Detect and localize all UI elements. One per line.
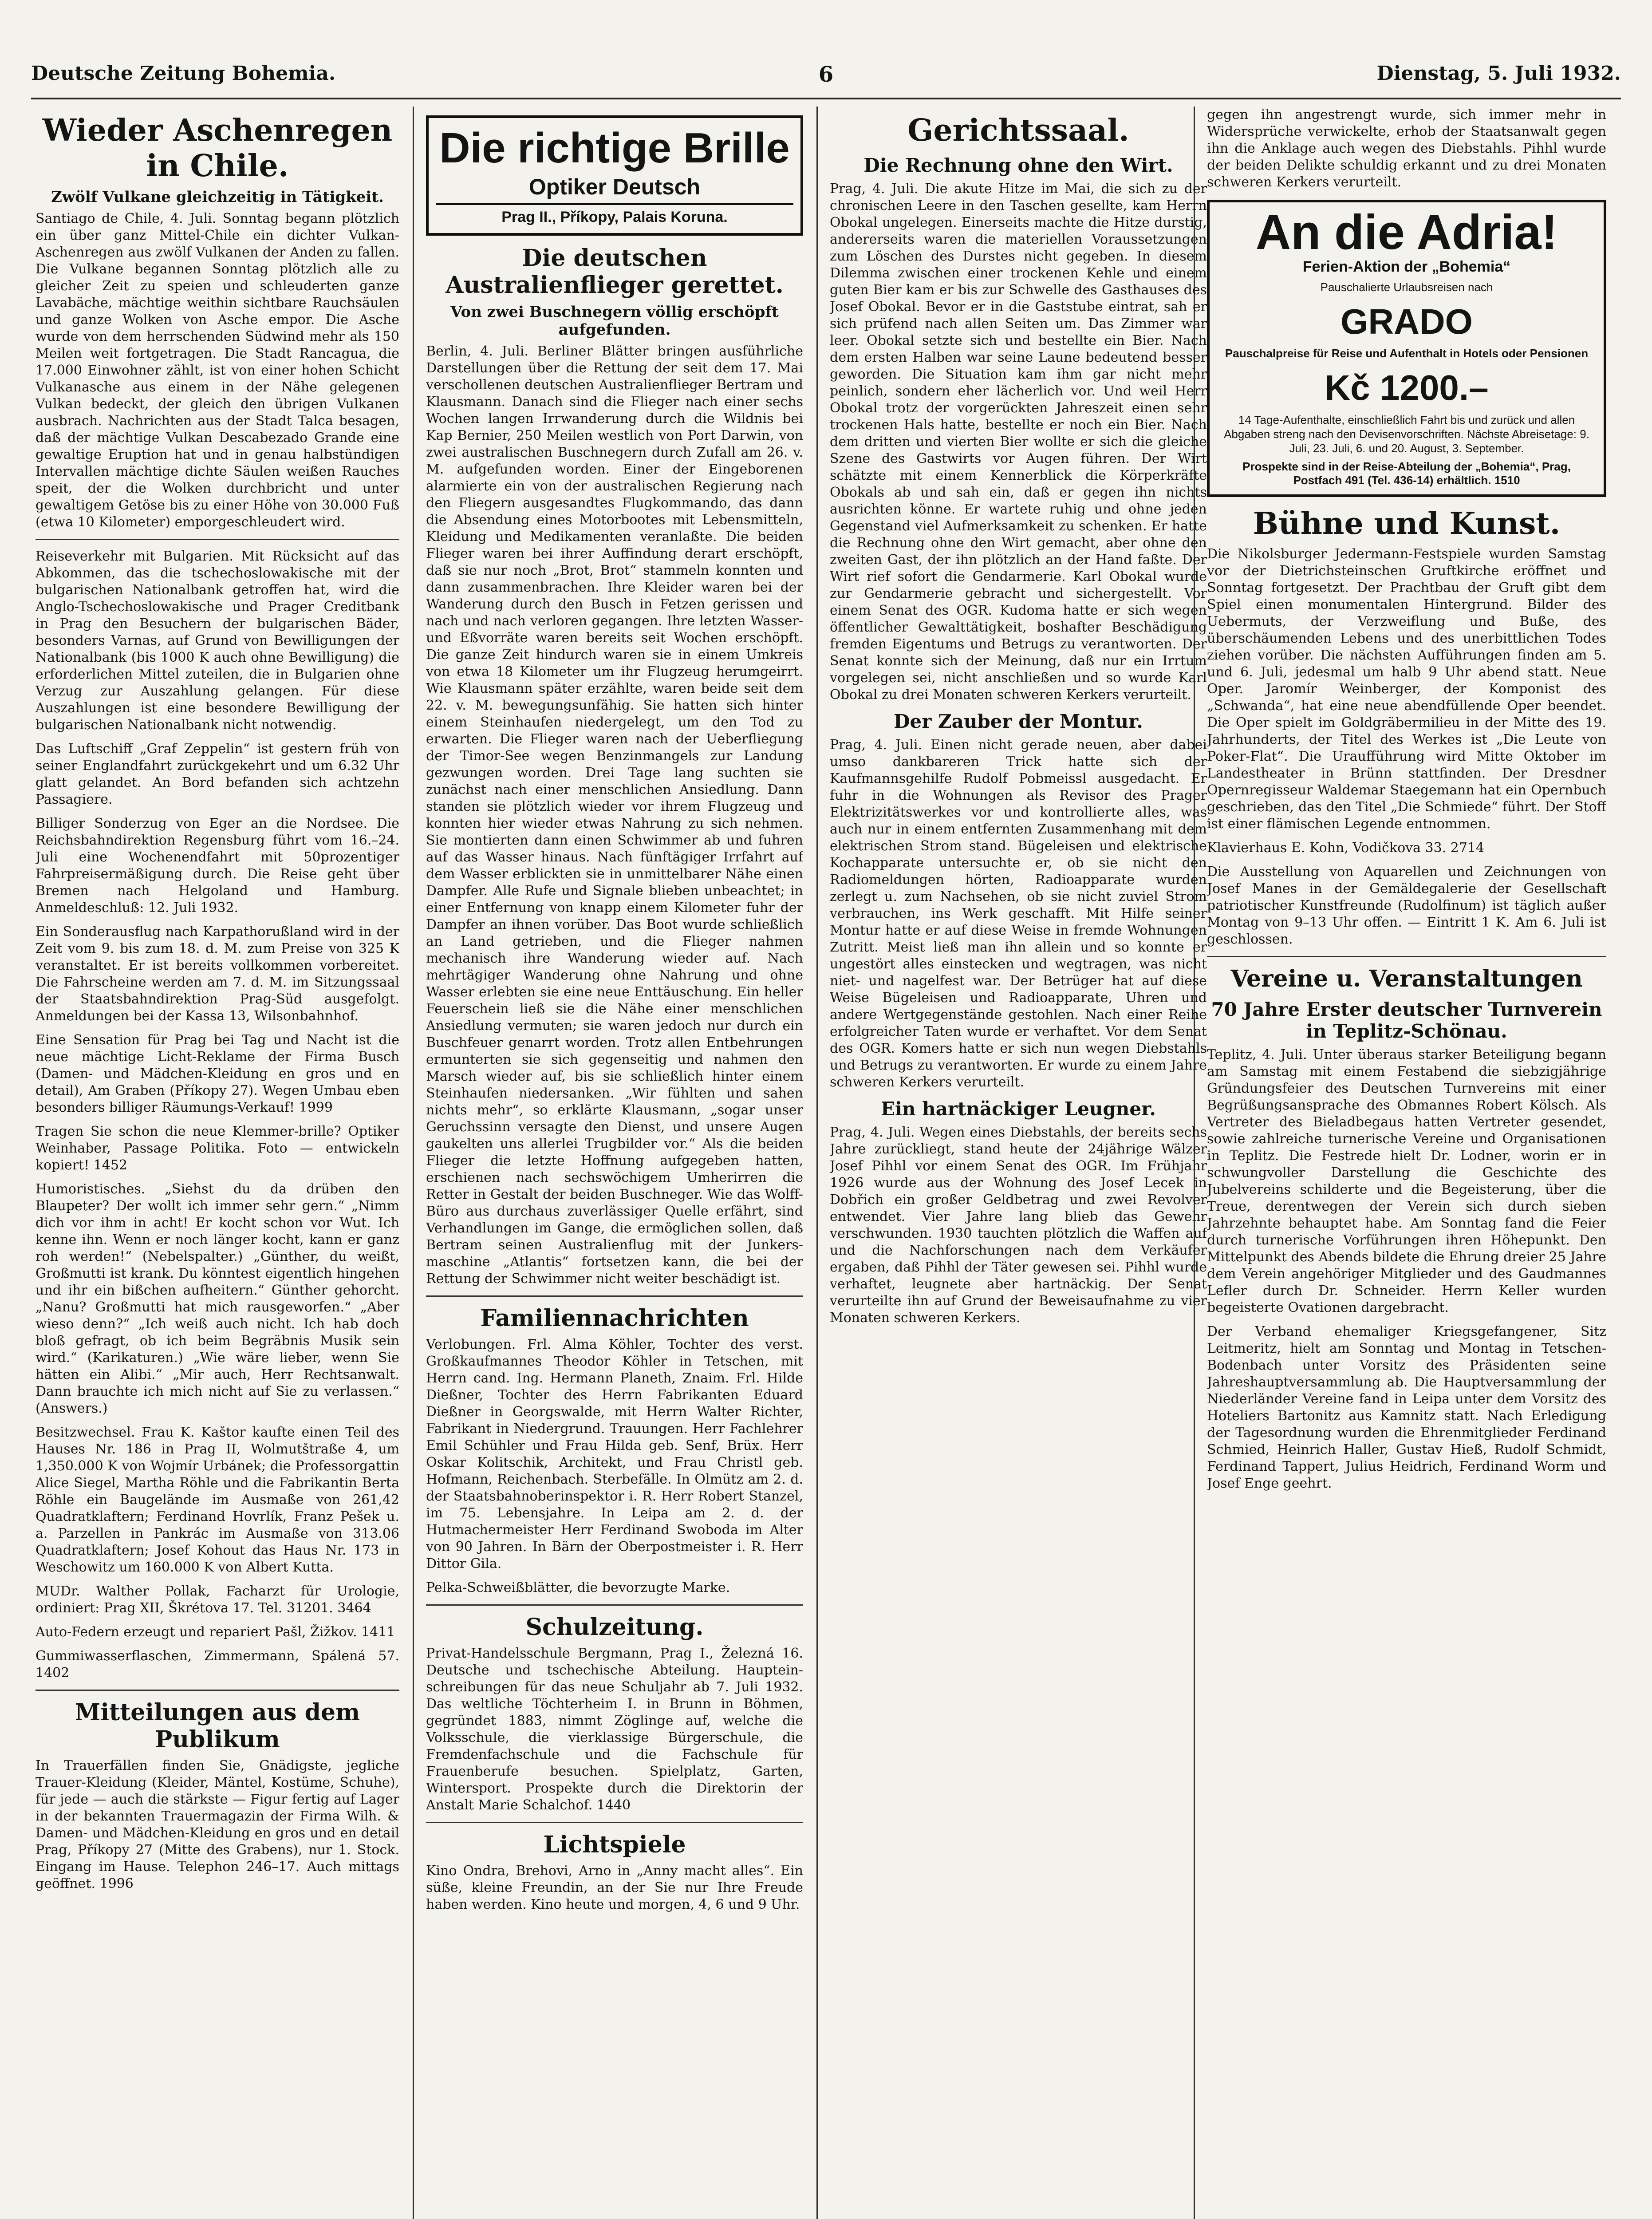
article-rechnung: Prag, 4. Juli. Die akute Hitze im Mai, die sich zu der chronischen Leere in den Taschen gesellte, kam Herrn Obokal ungelegen. Einerseits machte die Hitze durstig, andererseits waren die materiellen Voraussetzungen zum Löschen des Durstes nicht gegeben. In diesem Dilemma zwischen einer trockenen Kehle und einem guten Bier kam er bis zur Schwelle des Gasthauses des Josef Obokal. Bevor er in die Gaststube eintrat, sah er sich prüfend nach allen Seiten um. Das Zimmer war leer. Obokal setzte sich und bestellte ein Bier. Nach dem ersten Halben war seine Laune bedeutend besser geworden. Die Situation kam ihm gar nicht mehr peinlich, sondern eher lächerlich vor. Und weil Herr Obokal trotz der vorgerückten Jahreszeit einen sehr trockenen Hals hatte, bestellte er noch ein Bier. Nach dem dritten und vierten Bier wollte er sich die gleiche Szene des Gastwirts vor Augen führen. Der Wirt schätzte mit einem Kennerblick die Körperkräfte Obokals ab und sah ein, daß er gegen ihn nichts ausrichten könne. Er wartete ruhig und ohne jeden Gegenstand viel Aufmerksamkeit zu schenken. Er hatte die Rechnung ohne den Wirt gemacht, aber ohne den zweiten Gast, der ihn plötzlich an der Hand faßte. Der Wirt rief sofort die Gendarmerie. Karl Obokal wurde zur Gendarmerie gebracht und sichergestellt. Vor einem Senat des OGR. Kudoma hatte er sich wegen öffentlicher Gewalttätigkeit, boshafter Beschädigung fremden Eigentums und Betrugs zu verantworten. Der Senat konnte sich der Meinung, daß nur ein Irrtum vorgelegen sei, nicht anschließen und so wurde Karl Obokal zu drei Monaten schweren Kerkers verurteilt.	[830, 181, 1207, 703]
notice-bulgaria: Reiseverkehr mit Bulgarien. Mit Rücksicht auf das Abkommen, das die tschechoslowakische mit der bulgarischen Nationalbank getroffen hat, wird die Anglo-Tschechoslowakische und Prager Creditbank in Prag den Besuchern der bulgarischen Bäder, besonders Varnas, auf Grund von Bewilligungen der Nationalbank (bis 1000 K auch ohne Bewilligung) die erforderlichen Mittel zuteilen, die in Bulgarien ohne Verzug zur Auszahlung gelangen. Für diese Auszahlungen ist eine besondere Bewilligung der bulgarischen Nationalbank nicht notwendig.	[35, 549, 399, 733]
notice-karpathoruss: Ein Sonderausflug nach Karpathorußland wird in der Zeit vom 9. bis zum 18. d. M. zum Preise von 325 K veranstaltet. Er ist bereits vollkommen vorbereitet. Die Fahrscheine werden am 7. d. M. im Sitzungssaal der Staatsbahndirektion Prag-Süd ausgefolgt. Anmeldungen bei der Kassa 13, Wilsonbahnhof.	[35, 924, 399, 1024]
headline-turnverein: 70 Jahre Erster deutscher Turnverein in Teplitz-Schönau.	[1211, 999, 1602, 1042]
divider	[35, 539, 399, 540]
notice-zeppelin: Das Luftschiff „Graf Zeppelin“ ist gestern früh von seiner Englandfahrt zurückgekehrt und um 6.32 Uhr glatt gelandet. An Bord befanden sich achtzehn Passagiere.	[35, 741, 399, 807]
ad-adria-footer: Prospekte sind in der Reise-Abteilung der „Bohemia“, Prag, Postfach 491 (Tel. 436-14) erhältlich. 1510	[1242, 460, 1571, 487]
masthead-rule	[31, 98, 1621, 99]
headline-rechnung: Die Rechnung ohne den Wirt.	[863, 154, 1173, 176]
article-mitteilungen: In Trauerfällen finden Sie, Gnädigste, jegliche Trauer-Kleidung (Kleider, Mäntel, Kostüme, Schuhe), für jede — auch die stärkste — Figur fertig auf Lager in der bekannten Trauermagazin der Firma Wilh. & Damen- und Mädchen-Kleidung en gros und en detail Prag, Příkopy 27 (Mitte des Grabens), nur 1. Stock. Eingang im Hause. Telephon 246–17. Auch mittags geöffnet. 1996	[35, 1758, 399, 1891]
article-verband: Der Verband ehemaliger Kriegsgefangener, Sitz Leitmeritz, hielt am Sonntag und Montag in Tetschen-Bodenbach unter Vorsitz des Präsidenten seine Jahreshauptversammlung ab. Die Hauptversammlung der Niederländer Vereine fand in Leipa unter dem Vorsitz des Hoteliers Bartonitz aus Kamnitz statt. Nach Erledigung der Tagesordnung wurden die Ehrenmitglieder Ferdinand Schmied, Heinrich Haller, Gustav Hieß, Rudolf Schmidt, Ferdinand Tappert, Julius Heidrich, Ferdinand Worm und Josef Enge geehrt.	[1207, 1324, 1606, 1491]
ad-optiker-address: Prag II., Příkopy, Palais Koruna.	[436, 203, 793, 226]
ad-adria-details: 14 Tage-Aufenthalte, einschließlich Fahrt bis und zurück und allen Abgaben streng nach den Devisenvorschriften. Nächste Abreisetage: 9. Juli, 23. Juli, 6. und 20. August, 3. September.	[1224, 413, 1589, 455]
article-familien: Verlobungen. Frl. Alma Köhler, Tochter des verst. Großkaufmannes Theodor Köhler in Tetschen, mit Herrn cand. Ing. Hermann Planeth, Znaim. Frl. Hilde Dießner, Tochter des Herrn Fabrikanten Eduard Dießner in Georgswalde, mit Herrn Walter Richter, Fabrikant in Niedergrund. Trauungen. Herr Fachlehrer Emil Schühler und Frau Hilda geb. Senf, Brüx. Herr Oskar Kolitschik, Architekt, und Frau Christl geb. Hofmann, Reichenbach. Sterbefälle. In Olmütz am 2. d. der Staatsbahnoberinspektor i. R. Herr Robert Stanzel, im 75. Lebensjahre. In Leipa am 2. d. der Hutmachermeister Herr Ferdinand Swoboda im Alter von 90 Jahren. In Bärn der Oberpostmeister i. R. Herr Dittor Gila.	[426, 1337, 803, 1571]
ad-adria-text: Pauschalpreise für Reise und Aufenthalt in Hotels oder Pensionen	[1225, 347, 1589, 360]
column-divider	[816, 107, 818, 2219]
ad-adria-price: Kč 1200.–	[1325, 368, 1489, 407]
column-divider	[413, 107, 414, 2219]
column-1	[35, 107, 399, 2219]
ad-klavierhaus: Klavierhaus E. Kohn, Vodičkova 33. 2714	[1207, 840, 1485, 856]
headline-montur: Der Zauber der Montur.	[894, 711, 1143, 732]
notice-besitzwechsel: Besitzwechsel. Frau K. Kaštor kaufte einen Teil des Hauses Nr. 186 in Prag II, Wolmutštraße 4, um 1,350.000 K von Wojmír Urbánek; die Professorgattin Alice Siegel, Martha Röhle und die Fabrikantin Berta Röhle ein Baugelände im Ausmaße von 261,42 Quadratklaftern; Ferdinand Hovrlík, Franz Pešek u. a. Parzellen in Pankrác im Ausmaße von 313.06 Quadratklaftern; Josef Kohout das Haus Nr. 173 in Weschowitz um 160.000 K von Albert Kutta.	[35, 1425, 399, 1575]
divider	[35, 1690, 399, 1691]
page-number: 6	[818, 62, 834, 87]
ad-doctor: MUDr. Walther Pollak, Facharzt für Urologie, ordiniert: Prag XII, Škrétova 17. Tel. 31201. 3464	[35, 1583, 399, 1616]
article-flieger: Berlin, 4. Juli. Berliner Blätter bringen ausführliche Darstellungen über die Rettung der seit dem 17. Mai verschollenen deutschen Australienflieger Bertram und Klausmann. Danach sind die Flieger nach einer sechs Wochen langen Irrwanderung durch die Wildnis bei Kap Bernier, 250 Meilen westlich von Port Darwin, von zwei australischen Buschnegern durch Zufall am 26. v. M. aufgefunden worden. Einer der Eingeborenen alarmierte ein von der australischen Regierung nach den Fliegern ausgesandtes Flugkommando, das dann die Absendung eines Motorbootes mit Lebensmitteln, Kleidung und Medikamenten veranlaßte. Die beiden Flieger waren bei ihrer Auffindung derart erschöpft, daß sie nur noch „Brot, Brot“ stammeln konnten und dann zusammenbrachen. Ihre Kleider waren bei der Wanderung durch den Busch in Fetzen gerissen und nach und nach verloren gegangen. Ihre letzten Wasser- und Eßvorräte waren bereits seit Wochen erschöpft. Die ganze Zeit hindurch waren sie in einem Umkreis von etwa 18 Kilometer um ihr Flugzeug herumgeirrt. Wie Klausmann später erzählte, waren beide seit dem 22. v. M. bewegungsunfähig. Sie hatten sich hinter einem Steinhaufen niedergelegt, um den Tod zu erwarten. Die Flieger waren nach der Ueberfliegung der Timor-See wegen Benzinmangels zur Landung gezwungen worden. Drei Tage lang suchten sie zunächst nach einer menschlichen Ansiedlung. Dann standen sie plötzlich wieder vor ihrem Flugzeug und konnten hier wieder etwas Nahrung zu sich nehmen. Sie montierten dann einen Schwimmer ab und fuhren auf das Wasser hinaus. Nach fünftägiger Irrfahrt auf dem Wasser erblickten sie in unmittelbarer Nähe einen Dampfer. Alle Rufe und Signale blieben unbeachtet; in einer Entfernung von knapp einem Kilometer fuhr der Dampfer an ihnen vorüber. Das Boot wurde schließlich an Land getrieben, und die Flieger nahmen mechanisch ihre Wanderung wieder auf. Nach mehrtägiger Wanderung ohne Nahrung und ohne Wasser erlebten sie eine neue Enttäuschung. Ein heller Feuerschein ließ sie die Nähe einer menschlichen Ansiedlung vermuten; sie waren jedoch nur durch ein Buschfeuer genarrt worden. Trotz allen Entbehrungen ermunterten sie sich gegenseitig und nahmen den Marsch wieder auf, bis sie schließlich hinter einem Steinhaufen niedersanken. „Wir fühlten und sahen nichts mehr“, so erklärte Klausmann, „sogar unser Geruchssinn versagte den Dienst, und unsere Augen gaukelten uns allerlei Trugbilder vor.“ Als die beiden Flieger die letzte Hoffnung aufgegeben hatten, erschienen nach sechswöchigem Umherirren die Retter in Gestalt der beiden Buschneger. Wie das Wolff-Büro aus durchaus zuverlässiger Quelle erfährt, sind Verhandlungen im Gange, die ermöglichen sollen, daß Bertram seinen Australienflug mit der Junkers-maschine „Atlantis“ fortsetzen kann, die bei der Rettung der Schwimmer nicht weiter beschädigt ist.	[426, 344, 803, 1287]
article-buehne: Die Nikolsburger Jedermann-Festspiele wurden Samstag vor der Dietrichsteinschen Gruftkirche eröffnet und Sonntag fortgesetzt. Der Prachtbau der Gruft gibt dem Spiel einen monumentalen Hintergrund. Bilder des Uebermuts, der Verzweiflung und Buße, des überschäumenden Lebens und des unerbittlichen Todes ziehen vorüber. Die nächsten Aufführungen finden am 5. und 6. Juli, jedesmal um halb 9 Uhr abend statt. Neue Oper. Jaromír Weinberger, der Komponist des „Schwanda“, hat eine neue abendfüllende Oper beendet. Die Oper spielt im Goldgräbermilieu in der Mitte des 19. Jahrhunderts, der Titel des Werkes ist „Die Leute von Poker-Flat“. Die Uraufführung wird Mitte Oktober im Landestheater in Brünn stattfinden. Der Dresdner Opernregisseur Waldemar Staegemann hat ein Opernbuch geschrieben, das den Titel „Die Schmiede“ führt. Der Stoff ist einer flämischen Legende entnommen.	[1207, 546, 1606, 832]
article-montur: Prag, 4. Juli. Einen nicht gerade neuen, aber dabei umso dankbareren Trick hatte sich der Kaufmannsgehilfe Rudolf Pobmeissl ausgedacht. Er fuhr in die Wohnungen als Revisor des Prager Elektrizitätswerkes vor und kontrollierte alles, was auch nur in einem entfernten Zusammenhang mit dem elektrischen Strom stand. Bügeleisen und elektrische Kochapparate untersuchte er, ob sie nicht den Radiomeldungen hörten, Radioapparate wurden zerlegt u. zum Nachsehen, ob sie nicht zuviel Strom verbrauchen, ins Werk geschafft. Mit Hilfe seiner Montur hatte er auf diese Weise in fremde Wohnungen Zutritt. Meist ließ man ihn allein und so konnte er ungestört alles einstecken und wegtragen, was nicht niet- und nagelfest war. Der Betrüger hat auf diese Weise Bügeleisen und Radioapparate, Uhren und andere Wertgegenstände gestohlen. Nach einer Reihe erfolgreicher Taten wurde er verhaftet. Vor dem Senat des OGR. Komers hatte er sich nun wegen Diebstahls und Betrugs zu verantworten. Er wurde zu einem Jahre schweren Kerkers verurteilt.	[830, 737, 1207, 1090]
article-turnverein: Teplitz, 4. Juli. Unter überaus starker Beteiligung begann am Samstag mit einem Festabend die siebzigjährige Gründungsfeier des Deutschen Turnvereins mit einer Begrüßungsansprache des Obmannes Robert Kölsch. Als Vertreter des Bieladbegaus hatten Vertreter gesendet, sowie zahlreiche turnerische Vereine und Organisationen in Teplitz. Die Festrede hielt Dr. Lodner, worin er in schwungvoller Darstellung die Geschichte des Jubelvereins schilderte und die Begeisterung, über die Treue, derentwegen der Verein sich durch sieben Jahrzehnte behauptet habe. Am Sonntag fand die Feier durch turnerische Vorführungen ihren Höhepunkt. Den Mittelpunkt des Abends bildete die Ehrung dreier 25 Jahre dem Verein angehöriger Mitglieder und des Gaudmannes Lefler durch Dr. Schneider. Herrn Keller wurden begeisterte Ovationen dargebracht.	[1207, 1047, 1606, 1315]
ad-sensation: Eine Sensation für Prag bei Tag und Nacht ist die neue mächtige Licht-Reklame der Firma Busch (Damen- und Mädchen-Kleidung en gros und en detail), Am Graben (Příkopy 27). Wegen Umbau eben besonders billiger Räumungs-Verkauf! 1999	[35, 1032, 399, 1115]
article-ash-rain: Santiago de Chile, 4. Juli. Sonntag begann plötzlich ein über ganz Mittel-Chile ein dichter Vulkan-Aschenregen aus zwölf Vulkanen der Anden zu fallen. Die Vulkane begannen Sonntag plötzlich alle zu gleicher Zeit zu speien und schleuderten ganze Lavabäche, mächtige weithin sichtbare Rauchsäulen und ganze Wolken von Asche empor. Die Asche wurde von dem herrschenden Südwind mehr als 150 Meilen weit fortgetragen. Die Stadt Rancagua, die 17.000 Einwohner zählt, ist von einer hohen Schicht Vulkanasche aus einem in der Nähe gelegenen Vulkan bedeckt, der gleich den übrigen Vulkanen ausbrach. Nachrichten aus der Stadt Talca besagen, daß der mächtige Vulkan Descabezado Grande eine gewaltige Eruption hat und in genau halbstündigen Intervallen mächtige dichte Säulen weißen Rauches speit, der die Wolken durchbricht und unter gewaltigem Getöse bis zu einer Höhe von 30.000 Fuß (etwa 10 Kilometer) emporgeschleudert wird.	[35, 211, 399, 530]
headline-schulzeitung: Schulzeitung.	[525, 1614, 704, 1641]
ad-klemmer: Tragen Sie schon die neue Klemmer-brille? Optiker Weinhaber, Passage Politika. Foto — entwickeln kopiert! 1452	[35, 1124, 399, 1173]
ad-pelka: Pelka-Schweißblätter, die bevorzugte Marke.	[426, 1580, 730, 1595]
ad-auto: Auto-Federn erzeugt und repariert Pašl, Žižkov. 1411	[35, 1624, 395, 1640]
ad-adria-note: Pauschalierte Urlaubsreisen nach	[1320, 280, 1493, 294]
article-schulzeitung: Privat-Handelsschule Bergmann, Prag I., Železná 16. Deutsche und tschechische Abteilung. Hauptein-schreibungen für das neue Schuljahr ab 7. Juli 1932. Das weltliche Töchterheim I. in Brunn in Böhmen, gegründet 1883, nimmt Zöglinge auf, welche die Volksschule, die vierklassige Bürgerschule, die Fremdenfachschule und die Fachschule für Frauenberufe besuchen. Spielplatz, Garten, Wintersport. Prospekte durch die Direktorin der Anstalt Marie Schalchof. 1440	[426, 1646, 803, 1813]
headline-gerichtssaal: Gerichtssaal.	[907, 113, 1129, 148]
headline-mitteilungen: Mitteilungen aus dem Publikum	[75, 1699, 360, 1753]
column-4	[1207, 107, 1606, 2219]
issue-date: Dienstag, 5. Juli 1932.	[1376, 62, 1621, 85]
headline-buehne: Bühne und Kunst.	[1253, 506, 1561, 541]
headline-vereine: Vereine u. Veranstaltungen	[1230, 965, 1583, 992]
divider	[426, 1295, 803, 1297]
masthead	[31, 62, 1621, 93]
article-lichtspiele: Kino Ondra, Brehovi, Arno in „Anny macht alles“. Ein süße, kleine Freundin, an der Sie nur Ihre Freude haben werden. Kino heute und morgen, 4, 6 und 9 Uhr.	[426, 1863, 803, 1912]
headline-lichtspiele: Lichtspiele	[543, 1831, 686, 1858]
ad-adria-title: An die Adria!	[1255, 205, 1558, 260]
article-continuation: gegen ihn angestrengt wurde, sich immer mehr in Widersprüche verwickelte, erhob der Staatsanwalt gegen ihn die Anklage auch wegen des Diebstahls. Pihhl wurde der beiden Delikte schuldig erkannt und zu drei Monaten schweren Kerkers verurteilt.	[1207, 107, 1606, 190]
newspaper-name: Deutsche Zeitung Bohemia.	[31, 62, 336, 85]
divider	[1207, 956, 1606, 957]
ad-adria	[1207, 200, 1606, 497]
subheadline-volcanoes: Zwölf Vulkane gleichzeitig in Tätigkeit.	[51, 188, 384, 206]
notice-ausstellung: Die Ausstellung von Aquarellen und Zeichnungen von Josef Manes in der Gemäldegalerie der Gesellschaft patriotischer Kunstfreunde (Rudolfinum) ist täglich außer Montag von 9–13 Uhr offen. — Eintritt 1 K. Am 6. Juli ist geschlossen.	[1207, 864, 1606, 947]
column-3	[830, 107, 1207, 2219]
ad-optiker-title: Die richtige Brille	[439, 124, 790, 172]
notice-sonderzug: Billiger Sonderzug von Eger an die Nordsee. Die Reichsbahndirektion Regensburg führt vom 16.–24. Juli eine Wochenendfahrt mit 50prozentiger Fahrpreisermäßigung durch. Die Reise geht über Bremen nach Helgoland und Hamburg. Anmeldeschluß: 12. Juli 1932.	[35, 816, 399, 916]
humor-section: Humoristisches. „Siehst du da drüben den Blaupeter? Der wollt ich immer sehr gern.“ „Nimm dich vor ihm in acht! Er kocht schon vor Wut. Ich kenne ihn. Wenn er noch länger kocht, kann er ganz roh werden!“ (Nebelspalter.) „Günther, du weißt, Großmutti ist krank. Du könntest eigentlich hingehen und ihr ein bißchen aufheitern.“ Günther gehorcht. „Nanu? Großmutti hat mich rausgeworfen.“ „Aber wieso denn?“ „Ich weiß auch nicht. Ich hab doch bloß gefragt, ob ich beim Begräbnis Musik sein wird.“ (Karikaturen.) „Wie wäre lieber, wenn Sie hätten ein Alibi.“ „Mir auch, Herr Rechtsanwalt. Dann brauchte ich mich nicht auf Sie zu verlassen.“ (Answers.)	[35, 1181, 399, 1416]
ad-optiker	[426, 115, 803, 236]
headline-familien: Familiennachrichten	[480, 1305, 749, 1332]
headline-ash-rain: Wieder Aschenregen in Chile.	[42, 113, 393, 184]
ad-optiker-name: Optiker Deutsch	[528, 174, 701, 199]
headline-flieger: Die deutschen Australienflieger gerettet.	[446, 245, 784, 299]
subheadline-flieger: Von zwei Buschnegern völlig erschöpft aufgefunden.	[450, 303, 779, 339]
ad-adria-city: GRADO	[1341, 302, 1473, 341]
divider	[426, 1822, 803, 1823]
article-leugner: Prag, 4. Juli. Wegen eines Diebstahls, der bereits sechs Jahre zurückliegt, stand heute der 24jährige Wälzer Josef Pihhl vor einem Senat des OGR. Im Frühjahr 1926 wurde aus der Wohnung des Josef Lecek in Dobřich ein großer Geldbetrag und zwei Revolver entwendet. Vier Jahre lang blieb das Gewehr verschwunden. 1930 tauchten plötzlich die Waffen auf und die Nachforschungen nach dem Verkäufer ergaben, daß Pihhl der Täter gewesen sei. Pihhl wurde verhaftet, leugnete aber hartnäckig. Der Senat verurteilte ihn auf Grund der Beweisaufnahme zu vier Monaten schweren Kerkers.	[830, 1125, 1207, 1326]
ad-adria-subtitle: Ferien-Aktion der „Bohemia“	[1302, 258, 1511, 275]
column-2	[426, 107, 803, 2219]
divider	[426, 1604, 803, 1606]
ad-gummi: Gummiwasserflaschen, Zimmermann, Spálená 57. 1402	[35, 1648, 399, 1681]
headline-leugner: Ein hartnäckiger Leugner.	[881, 1098, 1156, 1120]
